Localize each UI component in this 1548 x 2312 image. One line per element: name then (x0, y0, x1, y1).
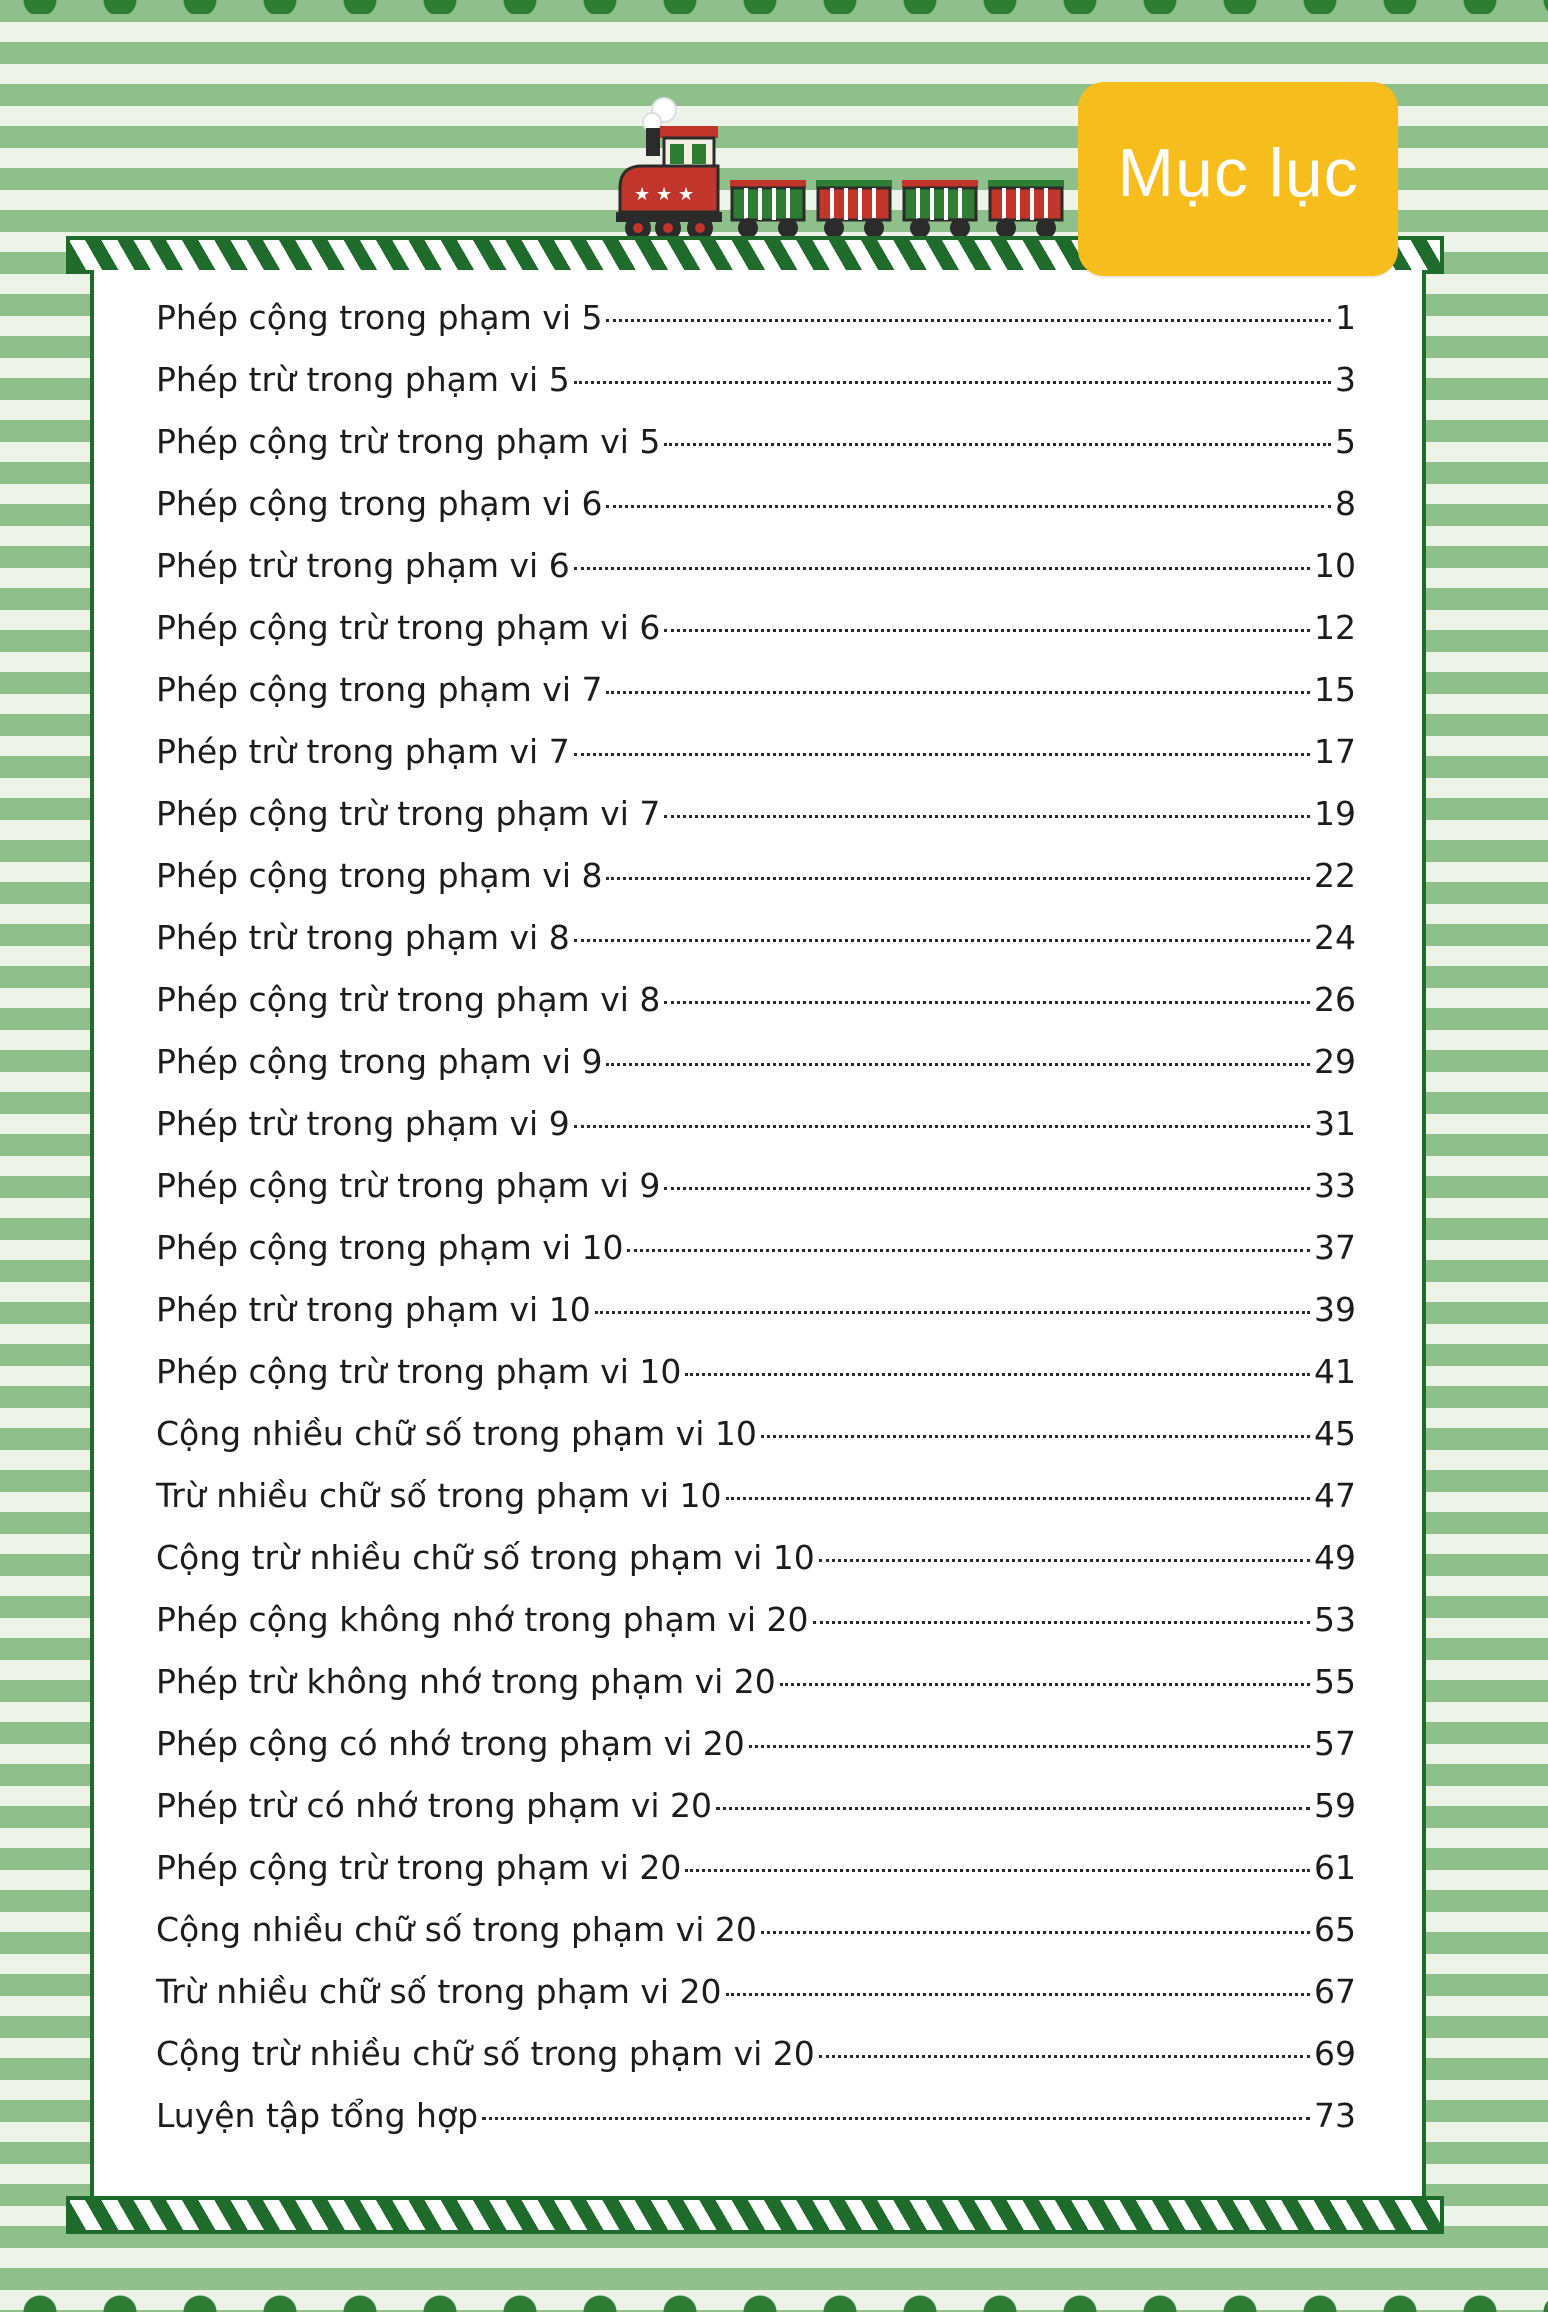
toc-leader-dots (716, 1807, 1310, 1810)
toc-entry[interactable] (156, 1600, 1356, 1662)
toc-entry-title: Phép cộng trừ trong phạm vi 7 (156, 794, 661, 833)
toc-entry-title: Phép trừ trong phạm vi 6 (156, 546, 570, 585)
toc-entry-page: 31 (1314, 1104, 1356, 1143)
top-scallop-decoration (0, 0, 1548, 14)
toc-leader-dots (574, 567, 1310, 570)
toc-entry[interactable] (156, 1786, 1356, 1848)
toc-entry-title: Cộng nhiều chữ số trong phạm vi 20 (156, 1910, 757, 1949)
toc-leader-dots (574, 939, 1310, 942)
toc-entry-title: Phép cộng có nhớ trong phạm vi 20 (156, 1724, 745, 1763)
toc-entry-page: 19 (1314, 794, 1356, 833)
toc-entry-page: 59 (1314, 1786, 1356, 1825)
toc-entry-title: Phép cộng trừ trong phạm vi 9 (156, 1166, 661, 1205)
toc-entry-page: 39 (1314, 1290, 1356, 1329)
toc-leader-dots (574, 753, 1310, 756)
page-title: Mục lục (1117, 135, 1359, 211)
toc-entry-page: 49 (1314, 1538, 1356, 1577)
toc-leader-dots (627, 1249, 1310, 1252)
toc-entry[interactable] (156, 1228, 1356, 1290)
toc-leader-dots (664, 629, 1310, 632)
toc-entry[interactable] (156, 856, 1356, 918)
toc-entry-page: 24 (1314, 918, 1356, 957)
toc-entry-title: Phép cộng trong phạm vi 8 (156, 856, 603, 895)
toc-leader-dots (726, 1993, 1310, 1996)
toc-entry[interactable] (156, 794, 1356, 856)
toc-entry[interactable] (156, 608, 1356, 670)
toc-entry-page: 5 (1335, 422, 1356, 461)
toc-leader-dots (664, 1187, 1310, 1190)
toc-leader-dots (482, 2117, 1310, 2120)
toc-entry-page: 17 (1314, 732, 1356, 771)
toc-leader-dots (749, 1745, 1310, 1748)
toc-entry-page: 37 (1314, 1228, 1356, 1267)
toc-entry-page: 69 (1314, 2034, 1356, 2073)
toc-entry[interactable] (156, 732, 1356, 794)
toc-entry[interactable] (156, 360, 1356, 422)
toc-entry-title: Phép trừ không nhớ trong phạm vi 20 (156, 1662, 776, 1701)
toc-entry[interactable] (156, 484, 1356, 546)
toc-entry[interactable] (156, 1662, 1356, 1724)
toc-entry[interactable] (156, 980, 1356, 1042)
toc-entry[interactable] (156, 1538, 1356, 1600)
toc-entry-page: 3 (1335, 360, 1356, 399)
svg-text:★: ★ (656, 184, 673, 205)
toc-leader-dots (606, 691, 1310, 694)
toc-entry-page: 12 (1314, 608, 1356, 647)
table-of-contents (156, 298, 1356, 2158)
toc-leader-dots (664, 815, 1310, 818)
toc-entry[interactable] (156, 1972, 1356, 2034)
toc-leader-dots (606, 319, 1331, 322)
toc-entry-page: 53 (1314, 1600, 1356, 1639)
toc-leader-dots (685, 1869, 1310, 1872)
toc-entry-page: 65 (1314, 1910, 1356, 1949)
toc-entry-title: Phép cộng trừ trong phạm vi 6 (156, 608, 661, 647)
toc-entry-title: Phép cộng trừ trong phạm vi 20 (156, 1848, 682, 1887)
toc-entry-title: Cộng trừ nhiều chữ số trong phạm vi 20 (156, 2034, 815, 2073)
toc-entry[interactable] (156, 298, 1356, 360)
toc-leader-dots (819, 1559, 1310, 1562)
toc-entry[interactable] (156, 1910, 1356, 1972)
toc-entry-title: Phép trừ trong phạm vi 9 (156, 1104, 570, 1143)
toc-entry-page: 22 (1314, 856, 1356, 895)
toc-entry-page: 33 (1314, 1166, 1356, 1205)
toc-entry-title: Phép trừ trong phạm vi 8 (156, 918, 570, 957)
toc-entry[interactable] (156, 1352, 1356, 1414)
toc-entry-page: 29 (1314, 1042, 1356, 1081)
bottom-stripe-border (66, 2196, 1444, 2234)
toc-entry-page: 67 (1314, 1972, 1356, 2011)
toc-entry-page: 1 (1335, 298, 1356, 337)
toc-leader-dots (819, 2055, 1310, 2058)
toc-leader-dots (685, 1373, 1310, 1376)
toc-entry-title: Luyện tập tổng hợp (156, 2096, 479, 2135)
toc-entry-page: 45 (1314, 1414, 1356, 1453)
toc-entry[interactable] (156, 422, 1356, 484)
toc-entry-page: 73 (1314, 2096, 1356, 2135)
toc-entry-page: 8 (1335, 484, 1356, 523)
toc-entry[interactable] (156, 1166, 1356, 1228)
toc-entry-title: Phép trừ có nhớ trong phạm vi 20 (156, 1786, 713, 1825)
toc-entry-title: Phép cộng trừ trong phạm vi 5 (156, 422, 661, 461)
toc-entry[interactable] (156, 918, 1356, 980)
toc-leader-dots (664, 1001, 1310, 1004)
toc-entry-title: Cộng nhiều chữ số trong phạm vi 10 (156, 1414, 757, 1453)
toc-entry-title: Phép cộng trong phạm vi 6 (156, 484, 603, 523)
toc-leader-dots (574, 381, 1331, 384)
toc-leader-dots (664, 443, 1331, 446)
toc-leader-dots (761, 1435, 1310, 1438)
toc-entry-page: 57 (1314, 1724, 1356, 1763)
svg-text:★: ★ (678, 184, 695, 205)
toc-entry-title: Phép cộng trong phạm vi 10 (156, 1228, 624, 1267)
toc-entry-title: Phép cộng trừ trong phạm vi 10 (156, 1352, 682, 1391)
toc-leader-dots (574, 1125, 1310, 1128)
toc-entry[interactable] (156, 1414, 1356, 1476)
toc-entry-title: Phép cộng trong phạm vi 9 (156, 1042, 603, 1081)
toc-leader-dots (761, 1931, 1310, 1934)
toc-entry[interactable] (156, 1848, 1356, 1910)
toc-entry[interactable] (156, 670, 1356, 732)
toc-leader-dots (606, 505, 1331, 508)
toc-entry-page: 61 (1314, 1848, 1356, 1887)
toc-leader-dots (606, 877, 1310, 880)
toc-entry-title: Phép trừ trong phạm vi 7 (156, 732, 570, 771)
toc-entry[interactable] (156, 1476, 1356, 1538)
train-icon (612, 96, 1082, 246)
toc-entry[interactable] (156, 1724, 1356, 1786)
toc-entry-page: 41 (1314, 1352, 1356, 1391)
toc-entry-title: Trừ nhiều chữ số trong phạm vi 10 (156, 1476, 722, 1515)
toc-entry[interactable] (156, 1042, 1356, 1104)
toc-entry-title: Phép trừ trong phạm vi 5 (156, 360, 570, 399)
toc-entry-title: Phép cộng trong phạm vi 5 (156, 298, 603, 337)
toc-leader-dots (813, 1621, 1310, 1624)
toc-entry-page: 55 (1314, 1662, 1356, 1701)
toc-entry[interactable] (156, 1104, 1356, 1166)
title-tab (1078, 82, 1398, 276)
toc-leader-dots (606, 1063, 1310, 1066)
toc-entry[interactable] (156, 546, 1356, 608)
toc-entry-title: Phép cộng không nhớ trong phạm vi 20 (156, 1600, 809, 1639)
toc-leader-dots (726, 1497, 1310, 1500)
toc-leader-dots (780, 1683, 1310, 1686)
toc-entry[interactable] (156, 2034, 1356, 2096)
toc-entry-page: 10 (1314, 546, 1356, 585)
bottom-scallop-decoration (0, 2294, 1548, 2312)
toc-entry-title: Phép cộng trong phạm vi 7 (156, 670, 603, 709)
svg-text:★: ★ (634, 184, 651, 205)
toc-entry-page: 15 (1314, 670, 1356, 709)
toc-entry-title: Phép cộng trừ trong phạm vi 8 (156, 980, 661, 1019)
toc-entry-page: 47 (1314, 1476, 1356, 1515)
toc-entry-title: Trừ nhiều chữ số trong phạm vi 20 (156, 1972, 722, 2011)
toc-entry-page: 26 (1314, 980, 1356, 1019)
toc-leader-dots (595, 1311, 1310, 1314)
toc-entry-title: Cộng trừ nhiều chữ số trong phạm vi 10 (156, 1538, 815, 1577)
toc-entry[interactable] (156, 2096, 1356, 2158)
toc-entry[interactable] (156, 1290, 1356, 1352)
toc-entry-title: Phép trừ trong phạm vi 10 (156, 1290, 591, 1329)
